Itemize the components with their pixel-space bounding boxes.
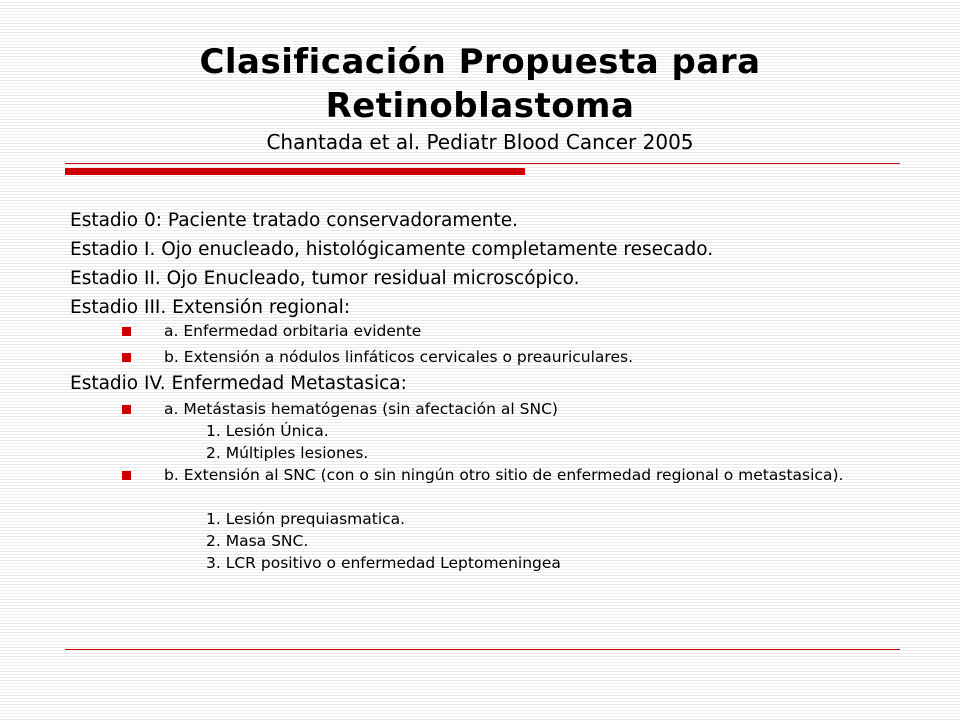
stage-4-a-sub-1: 1. Lesión Única.	[206, 422, 329, 440]
stage-3-item-a	[164, 322, 900, 340]
stage-4-b-sub-2: 2. Masa SNC.	[206, 532, 309, 550]
square-bullet-icon	[122, 327, 131, 336]
stage-4-item-b	[164, 466, 900, 484]
stage-4-heading: Estadio IV. Enfermedad Metastasica:	[70, 373, 407, 394]
stage-3-item-a-text: a. Enfermedad orbitaria evidente	[164, 322, 422, 340]
stage-0-text: Estadio 0: Paciente tratado conservadoramente.	[70, 210, 518, 231]
stage-4-item-a-text: a. Metástasis hematógenas (sin afectación al SNC)	[164, 400, 558, 418]
stage-4-item-a	[164, 400, 900, 418]
slide-subtitle: Chantada et al. Pediatr Blood Cancer 2005	[266, 130, 694, 154]
square-bullet-icon	[122, 405, 131, 414]
stage-3-heading: Estadio III. Extensión regional:	[70, 297, 351, 318]
stage-4-b-sub-1: 1. Lesión prequiasmatica.	[206, 510, 406, 528]
stage-3-item-b	[164, 348, 900, 366]
square-bullet-icon	[122, 471, 131, 480]
stage-4-b-sub-3: 3. LCR positivo o enfermedad Leptomeningea	[206, 554, 561, 572]
stage-2-text: Estadio II. Ojo Enucleado, tumor residual microscópico.	[70, 268, 580, 289]
square-bullet-icon	[122, 353, 131, 362]
stage-4-item-b-text: b. Extensión al SNC (con o sin ningún otro sitio de enfermedad regional o metastasica).	[164, 466, 844, 484]
stage-3-item-b-text: b. Extensión a nódulos linfáticos cervicales o preauriculares.	[164, 348, 633, 366]
top-thin-divider	[65, 163, 900, 164]
slide-title: Clasificación Propuesta para Retinoblastoma	[199, 42, 761, 126]
stage-1-text: Estadio I. Ojo enucleado, histológicamente completamente resecado.	[70, 239, 714, 260]
stage-4-a-sub-2: 2. Múltiples lesiones.	[206, 444, 369, 462]
top-thick-divider	[65, 168, 525, 175]
bottom-thin-divider	[65, 649, 900, 650]
